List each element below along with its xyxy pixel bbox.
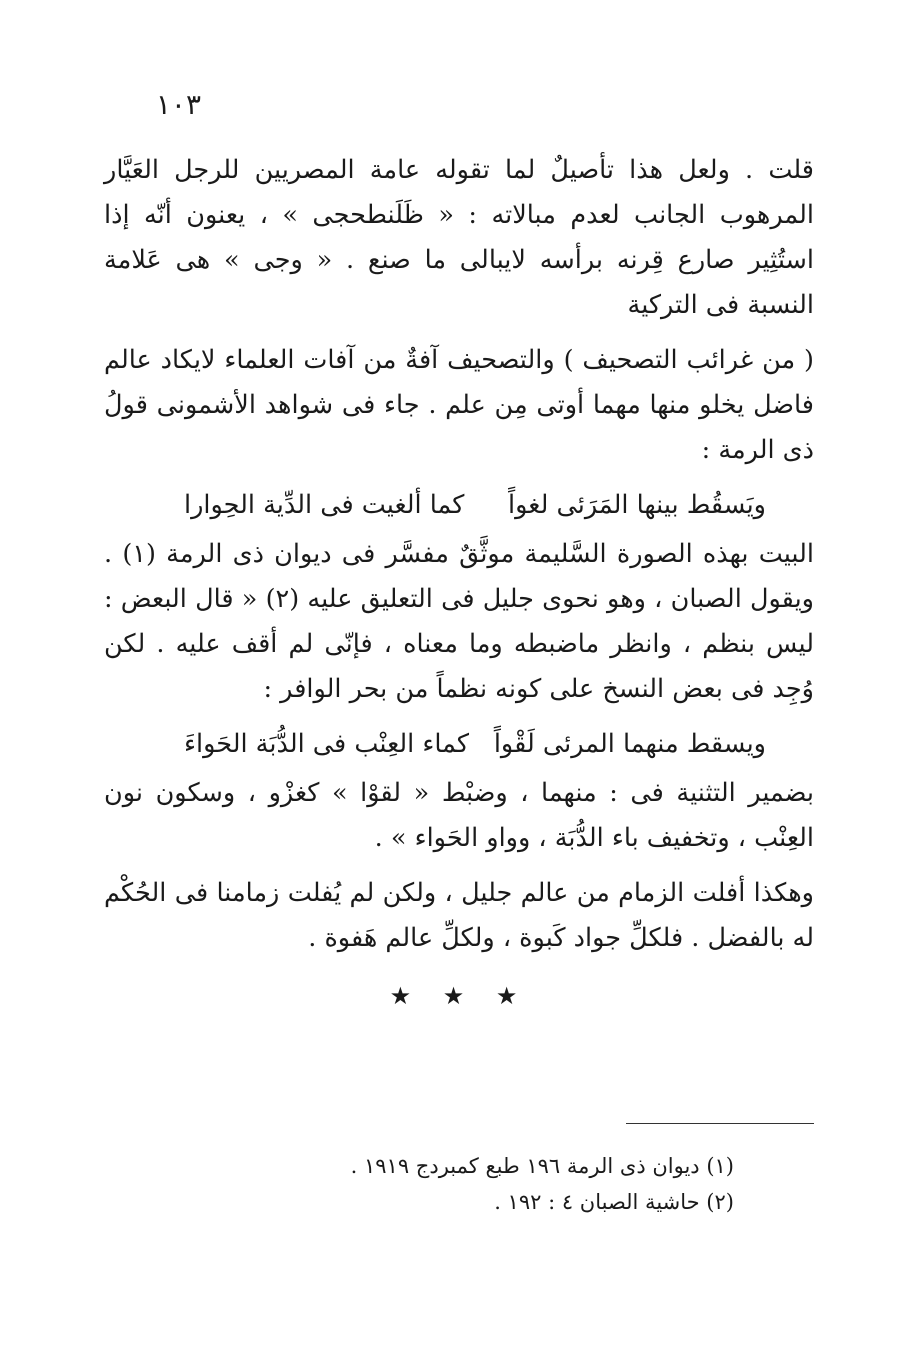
verse-1-second-hemistich: كما ألغيت فى الدِّية الحِوارا (184, 490, 465, 520)
footnote-divider (626, 1123, 814, 1124)
paragraph-3: البيت بهذه الصورة السَّليمة موثَّقٌ مفسَّر فى ديوان ذى الرمة (١) . ويقول الصبان ، وهو نحوى جليل فى التعليق عليه (٢) « قال البعض : ليس بنظم ، وانظر ماضبطه وما معناه ، فإنّى لم أقف عليه . لكن وُجِد فى بعض النسخ على كونه نظماً من بحر الوافر : (104, 539, 814, 704)
verse-2-first-hemistich: ويسقط منهما المرئى لَقْواً (493, 729, 766, 759)
page-number: ١٠٣ (155, 88, 201, 121)
verse-1 (104, 483, 814, 528)
paragraph-4: بضمير التثنية فى : منهما ، وضبْط « لقوْا » كغزْو ، وسكون نون العِنْب ، وتخفيف باء الدُّبَة ، وواو الحَواء » . (104, 778, 814, 853)
paragraph-1: قلت . ولعل هذا تأصيلٌ لما تقوله عامة المصريين للرجل العَيَّار المرهوب الجانب لعدم مبالاته : « ظَلَنطحجى » ، يعنون أنّه إذا استُثِير صارع قِرنه برأسه لايبالى ما صنع . « وجى » هى عَلامة النسبة فى التركية (104, 155, 814, 320)
footnote-1: (١) ديوان ذى الرمة ١٩٦ طبع كمبردج ١٩١٩ . (350, 1154, 734, 1178)
main-text (104, 148, 814, 971)
paragraph-5: وهكذا أفلت الزمام من عالم جليل ، ولكن لم يُفلت زمامنا فى الحُكْم له بالفضل . فلكلِّ جواد كَبوة ، ولكلِّ عالم هَفوة . (104, 878, 814, 953)
footnote-2: (٢) حاشية الصبان ٤ : ١٩٢ . (494, 1190, 734, 1214)
verse-2 (104, 722, 814, 767)
verse-2-second-hemistich: كماء العِنْب فى الدُّبَة الحَواءَ (184, 729, 469, 759)
footnotes (174, 1148, 734, 1220)
section-separator-stars: ★ ★ ★ (389, 982, 530, 1010)
paragraph-2: ( من غرائب التصحيف ) والتصحيف آفةٌ من آفات العلماء لايكاد عالم فاضل يخلو منها مهما أوتى مِن علم . جاء فى شواهد الأشمونى قولُ ذى الرمة : (104, 345, 814, 465)
verse-1-first-hemistich: ويَسقُط بينها المَرَئى لغواً (508, 490, 766, 520)
